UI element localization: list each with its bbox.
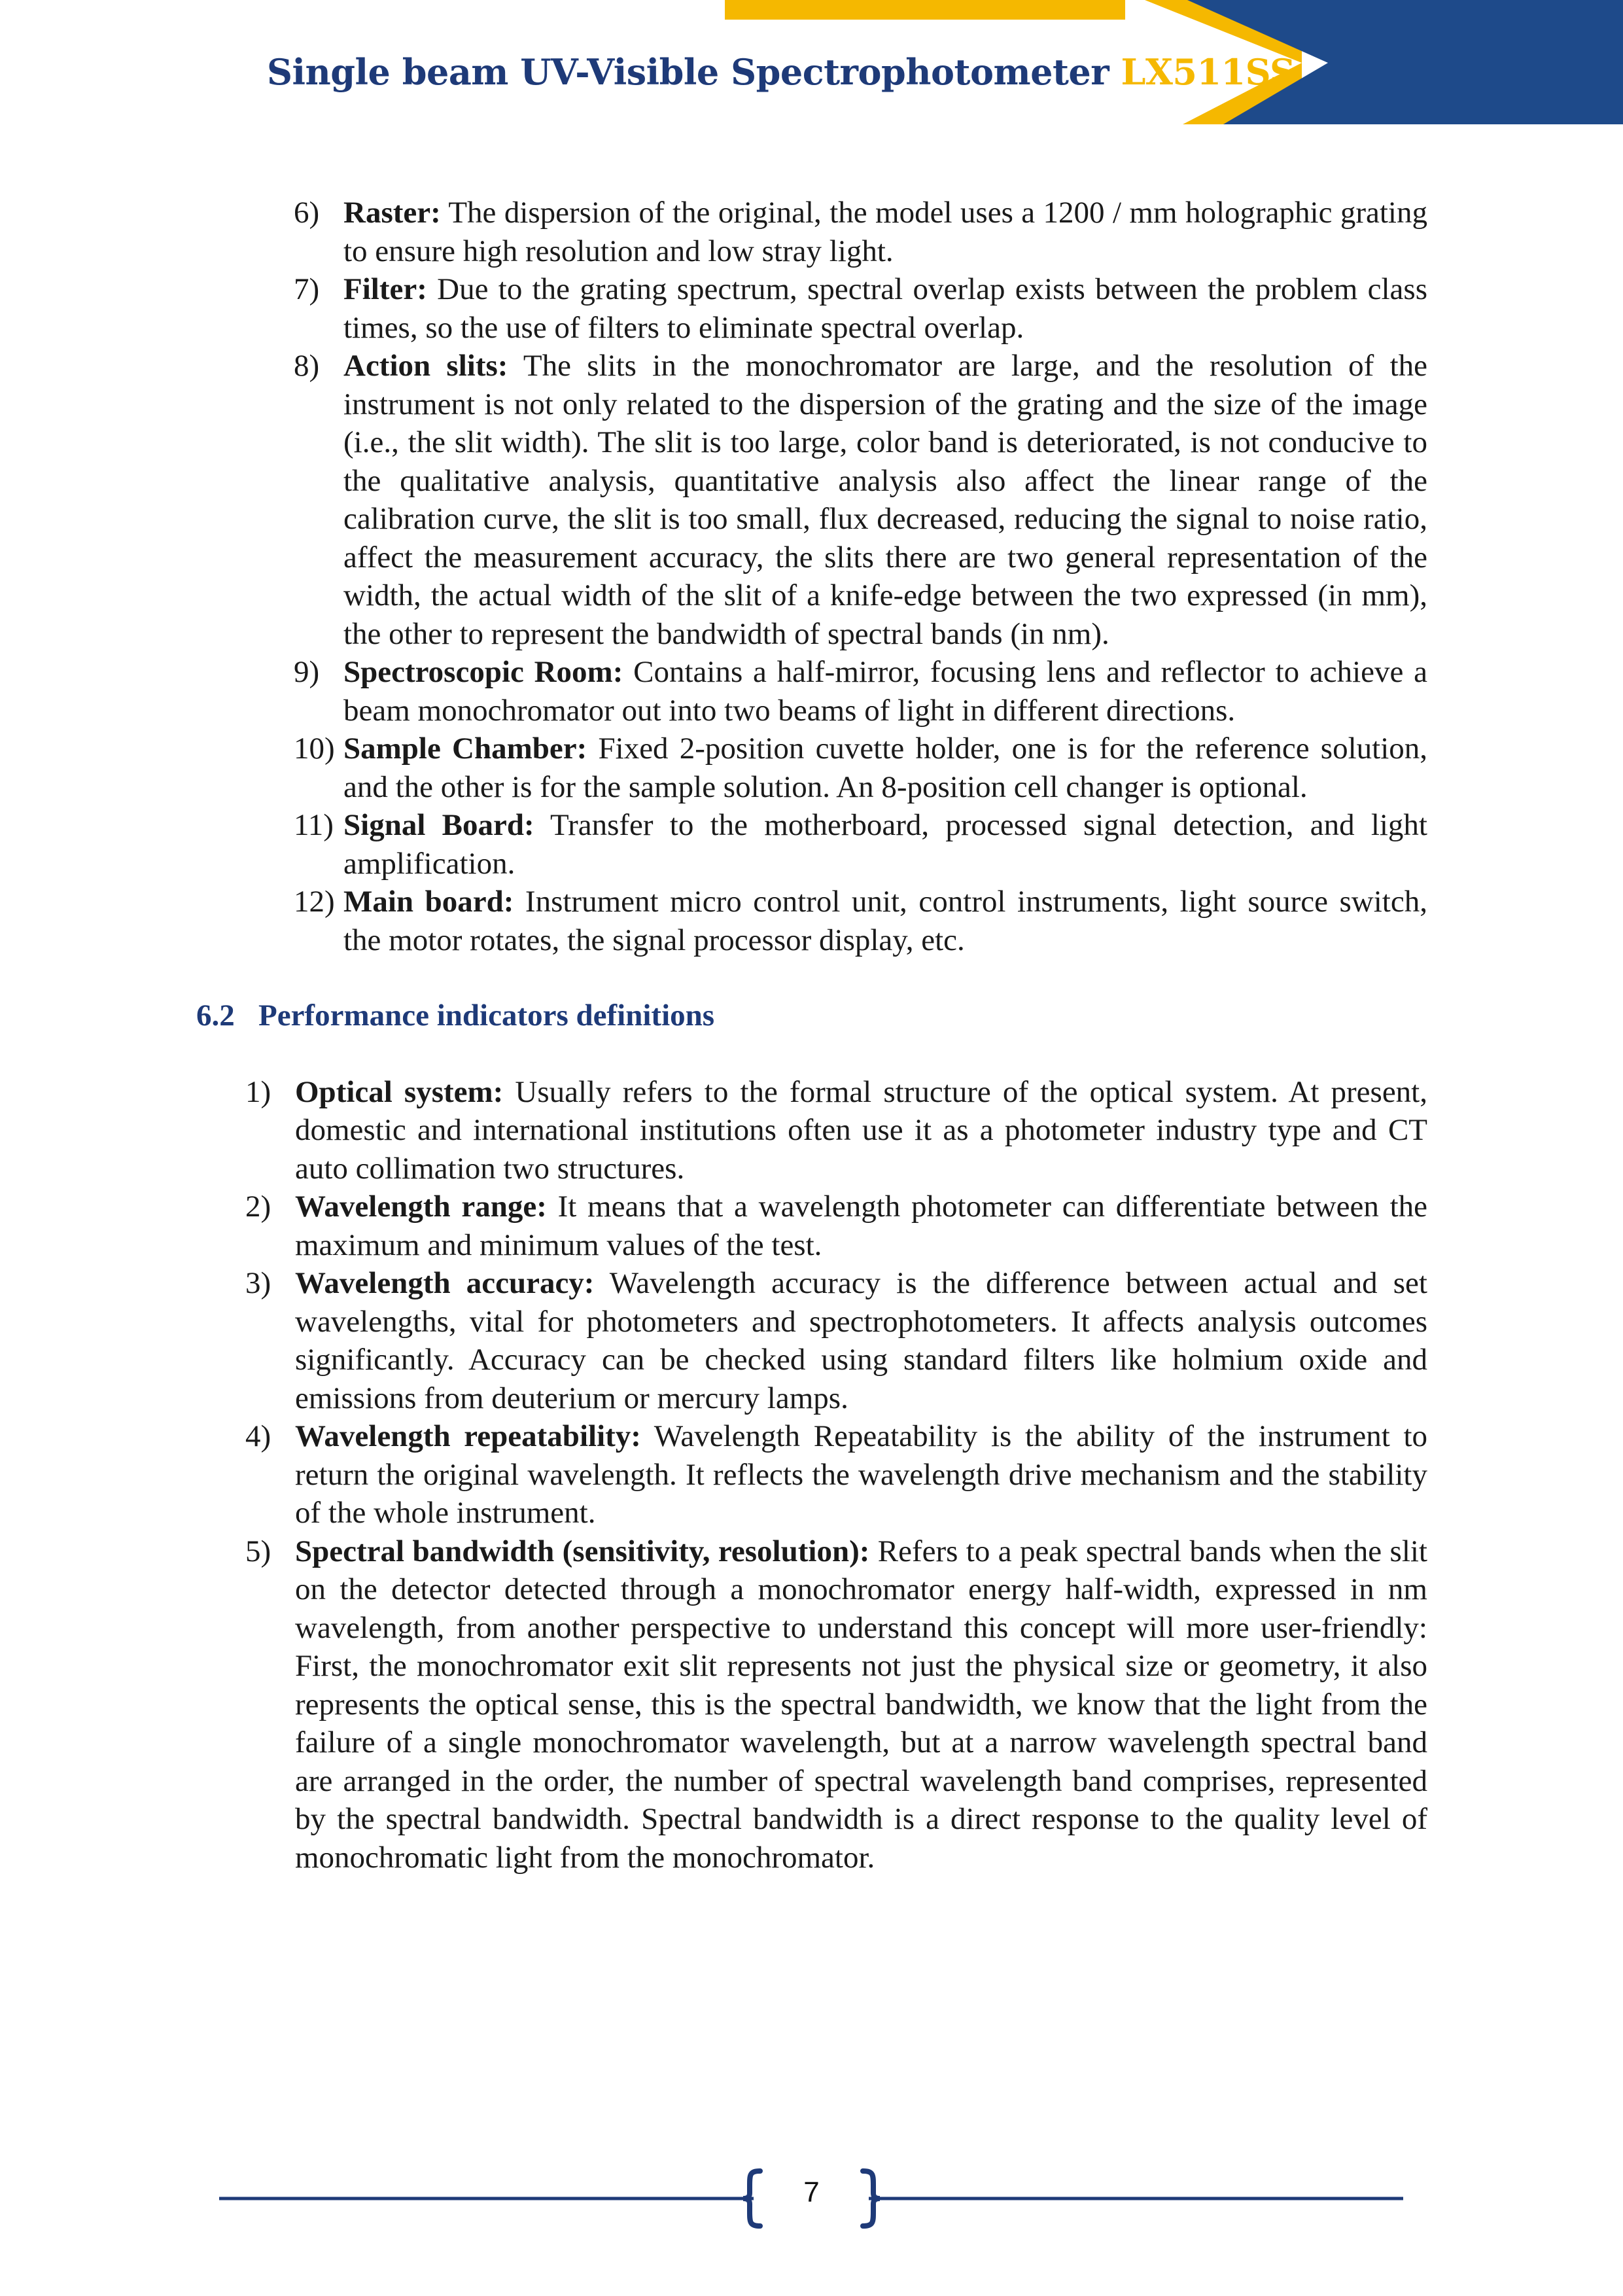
header-product-name: Single beam UV-Visible Spectrophotometer xyxy=(267,51,1109,93)
section-heading xyxy=(196,997,1427,1035)
list-item: 5) Spectral bandwidth (sensitivity, resolution): Refers to a peak spectral bands when the slit on the detector detected through a monochromator energy half-width, expressed in nm wavelength, from another perspective to understand this concept will more user-friendly: First, the monochromator exit slit represents not just the physical size or geometry, it also represents the optical sense, this is the spectral bandwidth, we know that the light from the failure of a single monochromator wavelength, but at a narrow wavelength spectral band are arranged in the order, the number of spectral wavelength band comprises, represented by the spectral bandwidth. Spectral bandwidth is a direct response to the quality level of monochromatic light from the monochromator. xyxy=(245,1534,1427,1875)
list-item: 7) Filter: Due to the grating spectrum, spectral overlap exists between the problem class times, so the use of filters to eliminate spectral overlap. xyxy=(294,272,1427,345)
section-number: 6.2 xyxy=(196,998,235,1033)
list-item: 3) Wavelength accuracy: Wavelength accuracy is the difference between actual and set wavelengths, vital for photometers and spectrophotometers. It affects analysis outcomes significantly. Accuracy can be checked using standard filters like holmium oxide and emissions from deuterium or mercury lamps. xyxy=(245,1266,1427,1415)
page-number: 7 xyxy=(803,2176,820,2208)
list-item: 10) Sample Chamber: Fixed 2-position cuvette holder, one is for the reference solution, and the other is for the sample solution. An 8-position cell changer is optional. xyxy=(294,732,1428,804)
section-title: Performance indicators definitions xyxy=(258,998,715,1033)
page-content xyxy=(196,194,1427,1877)
list-item: 11) Signal Board: Transfer to the motherboard, processed signal detection, and light amplification. xyxy=(294,808,1427,881)
list-item: 1) Optical system: Usually refers to the formal structure of the optical system. At present, domestic and international institutions often use it as a photometer industry type and CT auto collimation two structures. xyxy=(245,1074,1427,1186)
list-item: 9) Spectroscopic Room: Contains a half-mirror, focusing lens and reflector to achieve a beam monochromator out into two beams of light in different directions. xyxy=(294,655,1427,728)
list-item: 6) Raster: The dispersion of the original, the model uses a 1200 / mm holographic grating to ensure high resolution and low stray light. xyxy=(294,196,1427,268)
list-item: 4) Wavelength repeatability: Wavelength Repeatability is the ability of the instrument to return the original wavelength. It reflects the wavelength drive mechanism and the stability of the whole instrument. xyxy=(245,1419,1427,1530)
list-item: 8) Action slits: The slits in the monochromator are large, and the resolution of the instrument is not only related to the dispersion of the grating and the size of the image (i.e., the slit width). The slit is too large, color band is deteriorated, is not conducive to the qualitative analysis, quantitative analysis also affect the linear range of the calibration curve, the slit is too small, flux decreased, reducing the signal to noise ratio, affect the measurement accuracy, the slits there are two general representation of the width, the actual width of the slit of a knife-edge between the two expressed (in mm), the other to represent the bandwidth of spectral bands (in nm). xyxy=(294,349,1427,651)
list-item: 2) Wavelength range: It means that a wavelength photometer can differentiate between the maximum and minimum values of the test. xyxy=(245,1190,1427,1262)
component-list xyxy=(196,194,1427,959)
header-model: LX511SS xyxy=(1121,51,1295,93)
indicator-list xyxy=(196,1073,1427,1877)
list-item: 12) Main board: Instrument micro control unit, control instruments, light source switch, the motor rotates, the signal processor display, etc. xyxy=(294,885,1427,957)
page-header-title xyxy=(267,51,1295,93)
